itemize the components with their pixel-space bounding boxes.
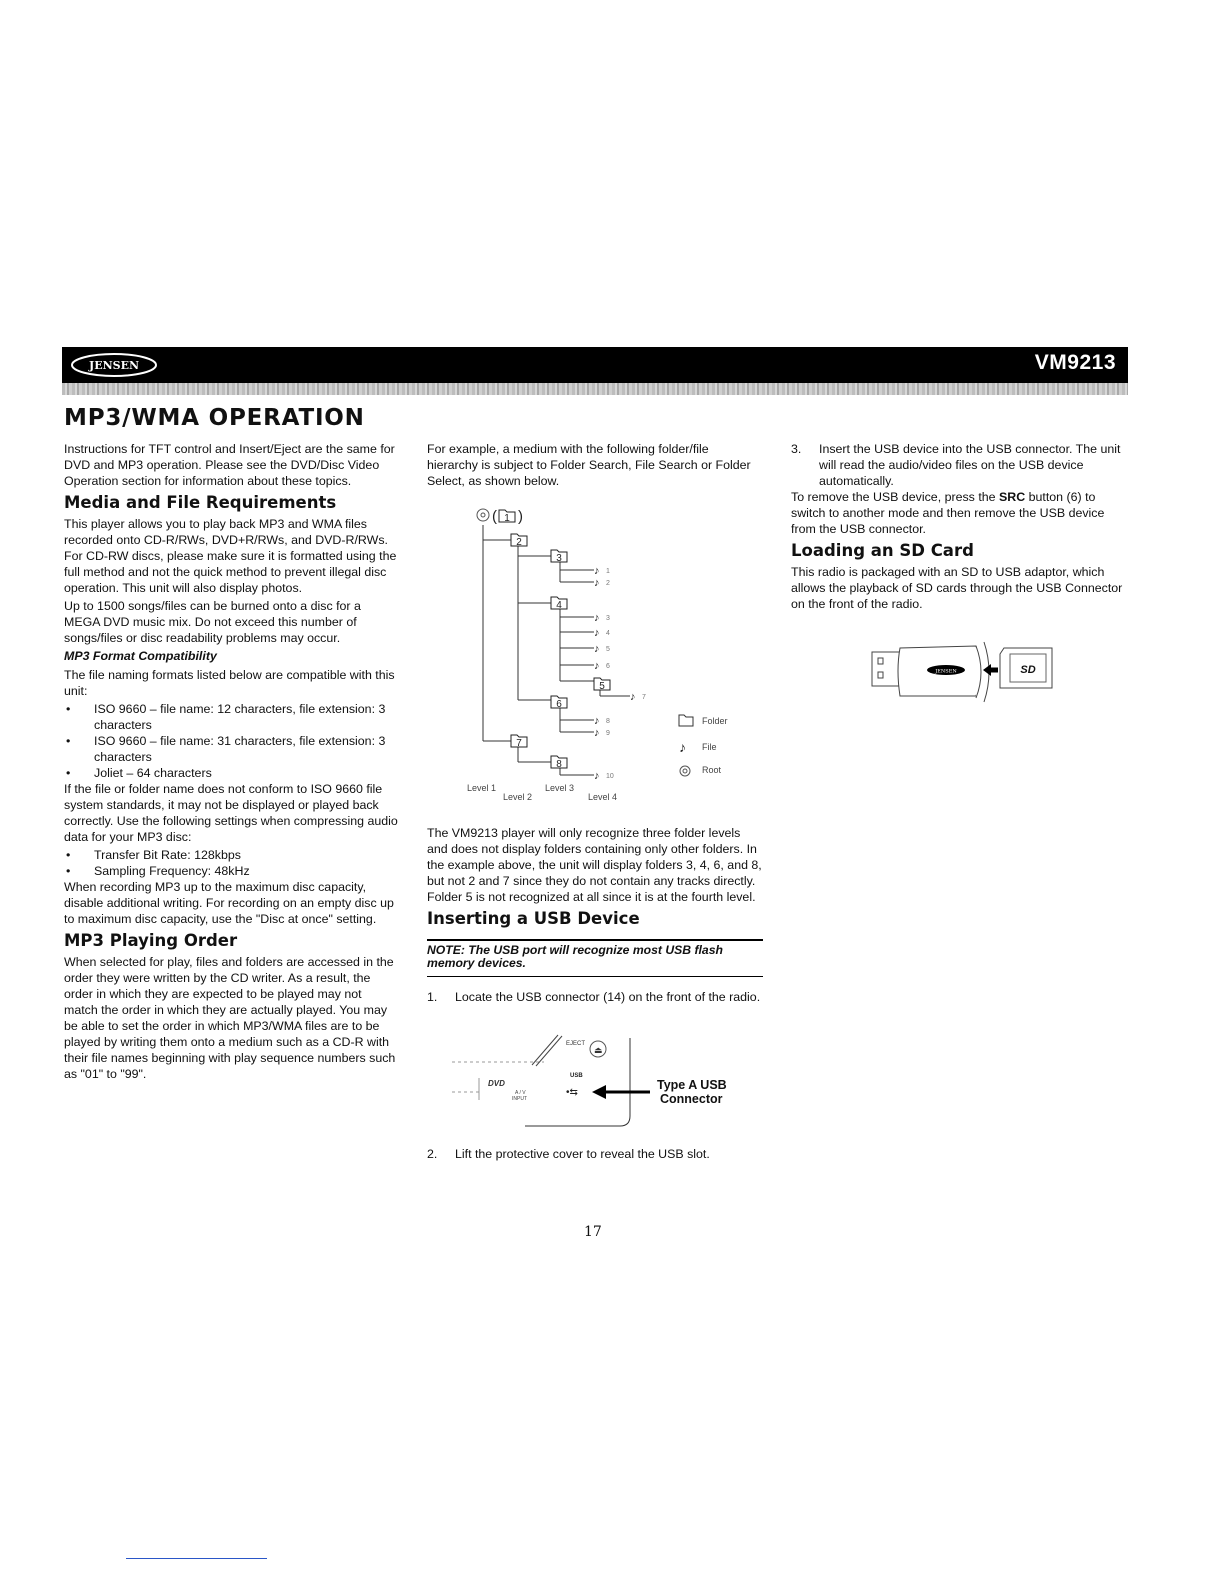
folder-icon	[551, 696, 567, 710]
svg-text:2: 2	[516, 537, 522, 548]
svg-text:♪: ♪	[594, 612, 600, 624]
svg-text:SD: SD	[1020, 664, 1036, 676]
compat-paragraph: The file naming formats listed below are compatible with this unit:	[64, 668, 395, 698]
music-note-icon	[594, 660, 610, 672]
svg-text:): )	[518, 508, 523, 525]
model-name: VM9213	[1034, 351, 1116, 374]
root-icon	[477, 509, 489, 521]
usb-connector-figure	[450, 1030, 740, 1130]
svg-text:JENSEN: JENSEN	[935, 668, 957, 675]
svg-text:♪: ♪	[594, 770, 600, 782]
svg-text:♪: ♪	[594, 660, 600, 672]
remove-paragraph: To remove the USB device, press the SRC button (6) to switch to another mode and then remove the USB device from the USB connector.	[791, 490, 1105, 536]
usb-note: NOTE: The USB port will recognize most USB flash memory devices.	[427, 939, 763, 977]
folder-icon	[551, 550, 567, 564]
intro-paragraph: Instructions for TFT control and Insert/Eject are the same for DVD and MP3 operation. Please see the DVD/Disc Video Operation section for information about these topics.	[64, 442, 395, 488]
folder-icon	[594, 678, 610, 692]
svg-text:♪: ♪	[594, 577, 600, 589]
svg-text:1: 1	[504, 513, 510, 524]
music-note-icon	[594, 770, 614, 782]
music-note-icon	[594, 643, 610, 655]
root-icon	[680, 766, 690, 776]
svg-text:USB: USB	[570, 1073, 583, 1079]
footer-line	[126, 1558, 267, 1559]
list-item: 1. Locate the USB connector (14) on the front of the radio.	[427, 990, 761, 1004]
svg-text:3: 3	[556, 553, 562, 564]
folder-icon	[551, 597, 567, 611]
logo-text: JENSEN	[88, 359, 140, 372]
svg-text:2: 2	[606, 580, 610, 587]
svg-text:4: 4	[606, 630, 610, 637]
music-note-icon	[594, 565, 610, 577]
media-paragraph-1: This player allows you to play back MP3 and WMA files recorded onto CD-R/RWs, DVD+R/RWs, and DVD-R/RWs. For CD-RW discs, please make sure it is formatted using the full method and not the quick method to prevent illegal disc operation. This unit will also display photos.	[64, 517, 397, 595]
svg-text:4: 4	[556, 600, 562, 611]
svg-text:5: 5	[599, 681, 605, 692]
music-note-icon: ♪	[679, 739, 686, 755]
folder-icon	[499, 510, 515, 524]
svg-text:7: 7	[642, 694, 646, 701]
header-stripe	[62, 383, 1128, 395]
svg-text:7: 7	[516, 738, 522, 749]
music-note-icon	[594, 577, 610, 589]
svg-text:Root: Root	[702, 765, 722, 775]
media-paragraph-2: Up to 1500 songs/files can be burned onto a disc for a MEGA DVD music mix. Do not exceed this number of songs/files or disc readability problems may occur.	[64, 599, 361, 645]
svg-text:5: 5	[606, 646, 610, 653]
svg-text:♪: ♪	[594, 565, 600, 577]
svg-text:♪: ♪	[630, 691, 636, 703]
folder-hierarchy-diagram	[460, 500, 750, 810]
music-note-icon	[594, 627, 610, 639]
svg-text:6: 6	[556, 699, 562, 710]
list-item: • Transfer Bit Rate: 128kbps	[64, 847, 398, 863]
diagram-legend	[679, 715, 728, 776]
level-4-label: Level 4	[588, 792, 618, 802]
svg-text:6: 6	[606, 663, 610, 670]
media-heading: Media and File Requirements	[64, 493, 337, 512]
svg-text:⏏: ⏏	[594, 1045, 603, 1055]
svg-text:Folder: Folder	[702, 716, 728, 726]
header-bar	[62, 347, 1128, 383]
svg-text:File: File	[702, 742, 717, 752]
usb-steps-2	[427, 1146, 763, 1162]
column-1	[64, 441, 398, 1084]
level-1-label: Level 1	[467, 783, 497, 793]
recording-paragraph: When recording MP3 up to the maximum disc capacity, disable additional writing. For recording on an empty disc up to maximum disc capacity, use the "Disc at once" setting.	[64, 880, 394, 926]
column-2	[427, 441, 763, 491]
insert-arrow-icon	[983, 664, 991, 676]
dvd-logo: DVD	[488, 1079, 505, 1088]
list-item: • Joliet – 64 characters	[64, 765, 398, 781]
list-item: • ISO 9660 – file name: 12 characters, file extension: 3 characters	[64, 701, 398, 733]
order-heading: MP3 Playing Order	[64, 931, 238, 950]
svg-text:9: 9	[606, 730, 610, 737]
svg-text:3: 3	[606, 615, 610, 622]
level-3-label: Level 3	[545, 783, 575, 793]
usb-steps-3	[791, 441, 1127, 489]
folder-icon	[551, 756, 567, 770]
folder-icon	[511, 534, 527, 548]
column-2-lower	[427, 825, 763, 1005]
callout-arrow-icon	[592, 1085, 650, 1099]
svg-text:♪: ♪	[594, 627, 600, 639]
usb-heading: Inserting a USB Device	[427, 909, 640, 928]
page-title: MP3/WMA OPERATION	[64, 405, 365, 431]
list-item: • Sampling Frequency: 48kHz	[64, 863, 398, 879]
svg-text:10: 10	[606, 773, 614, 780]
svg-text:INPUT: INPUT	[512, 1096, 527, 1102]
example-paragraph: For example, a medium with the following folder/file hierarchy is subject to Folder Search, File Search or Folder Select, as shown below.	[427, 442, 751, 488]
svg-text:8: 8	[606, 718, 610, 725]
svg-text:1: 1	[606, 568, 610, 575]
svg-text:♪: ♪	[594, 727, 600, 739]
usb-icon: •⇆	[566, 1087, 578, 1098]
list-item: 2. Lift the protective cover to reveal the USB slot.	[427, 1147, 710, 1161]
svg-text:♪: ♪	[594, 715, 600, 727]
svg-text:(: (	[492, 508, 497, 525]
conform-paragraph: If the file or folder name does not conform to ISO 9660 file system standards, it may not be displayed or played back correctly. Use the following settings when compressing audio data for your MP3 disc:	[64, 782, 398, 844]
svg-text:EJECT: EJECT	[566, 1041, 586, 1047]
column-3	[791, 441, 1127, 614]
list-item: 3. Insert the USB device into the USB connector. The unit will read the audio/video files on the USB device automatically.	[791, 442, 1121, 488]
compat-list	[64, 701, 398, 781]
folder-icon	[511, 735, 527, 749]
svg-text:A / V: A / V	[515, 1090, 526, 1096]
settings-list	[64, 847, 398, 879]
page-number: 17	[584, 1224, 602, 1240]
level-2-label: Level 2	[503, 792, 533, 802]
order-paragraph: When selected for play, files and folders are accessed in the order they were written by the CD writer. As a result, the order in which they are expected to be played may not match the order in which they are actually played. You may be able to set the order in which MP3/WMA files are to be played by writing them onto a medium such as a CD-R with their file names beginning with play sequence numbers such as "01" to "99".	[64, 955, 396, 1081]
usb-plug	[872, 652, 900, 686]
music-note-icon	[630, 691, 646, 703]
music-note-icon	[594, 727, 610, 739]
jensen-logo	[70, 352, 158, 378]
column-2-step2	[427, 1146, 763, 1162]
svg-text:8: 8	[556, 759, 562, 770]
music-note-icon	[594, 715, 610, 727]
folder-icon	[679, 715, 693, 726]
usb-steps-1	[427, 989, 763, 1005]
sd-heading: Loading an SD Card	[791, 541, 974, 560]
levels-paragraph: The VM9213 player will only recognize three folder levels and does not display folders containing only other folders. In the example above, the unit will display folders 3, 4, 6, and 8, but not 2 and 7 since they do not contain any tracks directly. Folder 5 is not recognized at all since it is at the fourth level.	[427, 826, 762, 904]
sd-adaptor-figure	[870, 634, 1060, 704]
compat-heading: MP3 Format Compatibility	[64, 649, 217, 663]
sd-paragraph: This radio is packaged with an SD to USB adaptor, which allows the playback of SD cards through the USB Connector on the front of the radio.	[791, 565, 1123, 611]
svg-text:Type A USB: Type A USB	[657, 1078, 727, 1092]
svg-text:♪: ♪	[594, 643, 600, 655]
music-note-icon	[594, 612, 610, 624]
list-item: • ISO 9660 – file name: 31 characters, file extension: 3 characters	[64, 733, 398, 765]
svg-text:Connector: Connector	[660, 1092, 723, 1106]
